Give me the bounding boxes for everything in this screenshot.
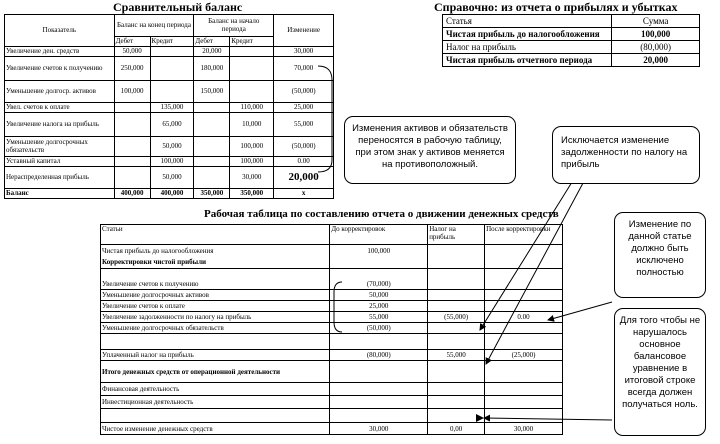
- cell: (55,000): [428, 312, 485, 323]
- cell: 150,000: [194, 81, 230, 103]
- row-label: Уменьшение долгосрочных обязательств: [5, 137, 115, 157]
- header-tax: Налог на прибыль: [428, 225, 485, 245]
- row-label: Нераспределенная прибыль: [5, 167, 115, 189]
- arrow-tax-1: [480, 166, 582, 330]
- cell: (80,000): [330, 350, 428, 361]
- row-label: Чистая прибыль до налогообложения: [443, 28, 612, 41]
- arrow-tax-2: [486, 170, 590, 364]
- cell: 100,000: [330, 245, 428, 257]
- header-after: После корректировки: [485, 225, 563, 245]
- row-label: Увеличение счетов к оплате: [101, 301, 330, 312]
- cell: 30,000: [230, 167, 274, 189]
- note-zero-balance: Для того чтобы не нарушалось основное балансовое уравнение в итоговой строке всегда должен получаться ноль.: [614, 308, 706, 436]
- row-label: Увеличение налога на прибыль: [5, 113, 115, 137]
- header-item: Статьи: [101, 225, 330, 245]
- header-end-period: Баланс на конец периода: [114, 15, 194, 37]
- cell: x: [274, 189, 334, 199]
- cell: 0.00: [485, 312, 563, 323]
- cell: (50,000): [274, 81, 334, 103]
- balance-bracket: [318, 66, 332, 172]
- row-label: Уменьшение долгоср. активов: [5, 81, 115, 103]
- cell: 50,000: [150, 137, 194, 157]
- cell: 20,000: [612, 54, 700, 67]
- row-label: Налог на прибыль: [443, 41, 612, 54]
- cell: (25,000): [485, 350, 563, 361]
- cell: 350,000: [194, 189, 230, 199]
- row-label: Увеличение ден. средств: [5, 47, 115, 57]
- cell: 55,000: [428, 350, 485, 361]
- cell: 20,000: [274, 167, 334, 189]
- cell: 100,000: [230, 137, 274, 157]
- cell: (80,000): [612, 41, 700, 54]
- arrow-zero: [484, 418, 612, 420]
- cell: 20,000: [194, 47, 230, 57]
- cell: 70,000: [274, 57, 334, 81]
- note-assets-liabilities: Изменения активов и обязательств переносятся в рабочую таблицу, при этом знак у активов меняется на противоположный.: [344, 116, 516, 184]
- cell: (50,000): [274, 137, 334, 157]
- cell: 100,000: [230, 157, 274, 167]
- cell: 0,00: [428, 423, 485, 435]
- header-change: Изменение: [274, 15, 334, 47]
- header-credit: Кредит: [150, 37, 194, 47]
- cell: 25,000: [274, 103, 334, 113]
- row-label: Финансовая деятельность: [101, 383, 330, 396]
- cell: 180,000: [194, 57, 230, 81]
- cell: 30,000: [274, 47, 334, 57]
- row-label: Уплаченный налог на прибыль: [101, 350, 330, 361]
- cell: 10,000: [230, 113, 274, 137]
- row-label: Увеличение счетов к получению: [5, 57, 115, 81]
- cell: 100,000: [612, 28, 700, 41]
- row-label: Инвестиционная деятельность: [101, 396, 330, 409]
- cell: 100,000: [114, 81, 150, 103]
- header-before: До корректировок: [330, 225, 428, 245]
- cell: 30,000: [330, 423, 428, 435]
- header-item: Статья: [443, 15, 612, 28]
- cell: 400,000: [114, 189, 150, 199]
- cell: 110,000: [230, 103, 274, 113]
- row-label: Итого денежных средств от операционной деятельности: [101, 361, 330, 383]
- worksheet-title: Рабочая таблица по составлению отчета о движении денежных средств: [204, 208, 559, 220]
- row-label: Чистая прибыль до налогообложения: [101, 245, 330, 257]
- cell: 100,000: [150, 157, 194, 167]
- note-tax-exclusion: Исключается изменение задолженности по налогу на прибыль: [552, 126, 700, 184]
- cell: 55,000: [274, 113, 334, 137]
- row-label: Уставный капитал: [5, 157, 115, 167]
- cell: 0.00: [274, 157, 334, 167]
- row-label: Чистая прибыль отчетного периода: [443, 54, 612, 67]
- cell: 65,000: [150, 113, 194, 137]
- reference-title: Справочно: из отчета о прибылях и убытках: [434, 0, 678, 14]
- header-indicator: Показатель: [5, 15, 115, 47]
- cell: (70,000): [330, 279, 428, 290]
- row-label: Уменьшение долгосрочных активов: [101, 290, 330, 301]
- row-label: Увеличение задолженности по налогу на прибыль: [101, 312, 330, 323]
- cell: 135,000: [150, 103, 194, 113]
- row-label: Корректировки чистой прибыли: [101, 257, 330, 269]
- cell: 400,000: [150, 189, 194, 199]
- row-label: Баланс: [5, 189, 115, 199]
- header-debit: Дебет: [114, 37, 150, 47]
- header-start-period: Баланс на начало периода: [194, 15, 274, 37]
- header-credit: Кредит: [230, 37, 274, 47]
- arrow-full: [548, 302, 612, 320]
- worksheet-bracket: [334, 282, 342, 332]
- cell: 50,000: [330, 290, 428, 301]
- cell: 55,000: [330, 312, 428, 323]
- cell: 350,000: [230, 189, 274, 199]
- balance-title: Сравнительный баланс: [113, 0, 243, 14]
- row-label: Увеличение счетов к получению: [101, 279, 330, 290]
- note-full-exclusion: Изменение по данной статье должно быть исключено полностью: [614, 212, 706, 298]
- header-debit: Дебет: [194, 37, 230, 47]
- row-label: Увел. счетов к оплате: [5, 103, 115, 113]
- row-label: Уменьшение долгосрочных обязательств: [101, 323, 330, 334]
- row-label: Чистое изменение денежных средств: [101, 423, 330, 435]
- cell: 30,000: [485, 423, 563, 435]
- cell: 50,000: [114, 47, 150, 57]
- cell: 50,000: [150, 167, 194, 189]
- cell: (50,000): [330, 323, 428, 334]
- cell: 250,000: [114, 57, 150, 81]
- cell: 25,000: [330, 301, 428, 312]
- header-amount: Сумма: [612, 15, 700, 28]
- zero-marker: [476, 414, 484, 422]
